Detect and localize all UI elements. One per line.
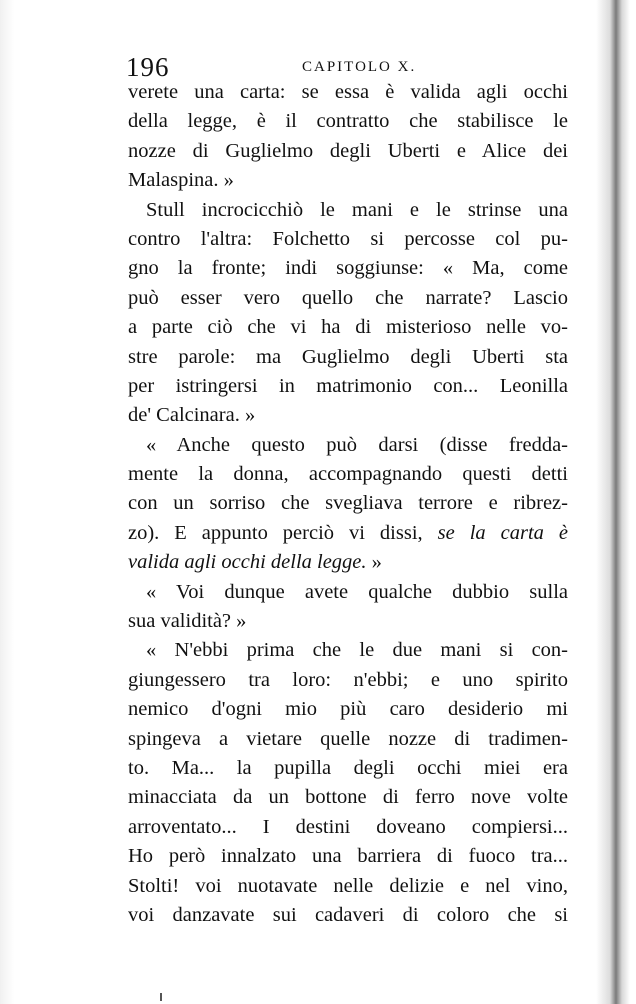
text-line: della legge, è il contratto che stabilisce le (128, 110, 568, 133)
text-line: Malaspina. » (128, 169, 234, 192)
text-line: Stolti! voi nuotavate nelle delizie e nel vino, (128, 874, 568, 897)
text-line (128, 519, 568, 548)
text-line: spingeva a vietare quelle nozze di tradimen- (128, 727, 568, 750)
text-line (128, 548, 568, 577)
text-line: nemico d'ogni mio più caro desiderio mi (128, 698, 568, 721)
italic-text-segment: valida agli occhi della legge. (128, 551, 367, 574)
text-line: « Voi dunque avete qualche dubbio sulla (146, 580, 568, 603)
text-line: nozze di Guglielmo degli Uberti e Alice dei (128, 139, 568, 162)
page-number: 196 (126, 52, 170, 82)
text-line: stre parole: ma Guglielmo degli Uberti sta (128, 345, 568, 368)
text-line: arroventato... I destini doveano compiersi... (128, 815, 568, 838)
text-line: può esser vero quello che narrate? Lascio (128, 286, 568, 309)
text-line: a parte ciò che vi ha di misterioso nelle vo- (128, 316, 568, 339)
chapter-title: CAPITOLO X. (302, 59, 417, 75)
text-line: Stull incrocicchiò le mani e le strinse una (146, 198, 568, 221)
text-segment: » (366, 551, 382, 574)
body-text (128, 78, 568, 930)
text-line: to. Ma... la pupilla degli occhi miei era (128, 756, 568, 779)
ink-mark (160, 993, 162, 1001)
text-line: per istringersi in matrimonio con... Leonilla (128, 374, 568, 397)
text-line: sua validità? » (128, 610, 247, 633)
text-line: de' Calcinara. » (128, 404, 256, 427)
text-line: voi danzavate sui cadaveri di coloro che si (128, 903, 568, 926)
italic-text-segment: se la carta è (437, 521, 568, 544)
text-line: verete una carta: se essa è valida agli occhi (128, 81, 568, 103)
text-line: « N'ebbi prima che le due mani si con- (146, 639, 568, 662)
text-line: mente la donna, accompagnando questi detti (128, 463, 568, 486)
text-line: minacciata da un bottone di ferro nove volte (128, 786, 568, 809)
text-segment: zo). E appunto perciò vi dissi, (128, 521, 438, 544)
text-line: gno la fronte; indi soggiunse: « Ma, come (128, 257, 568, 280)
text-line: con un sorriso che svegliava terrore e ribrez- (128, 492, 568, 515)
text-line: giungessero tra loro: n'ebbi; e uno spirito (128, 668, 568, 691)
text-line: contro l'altra: Folchetto si percosse col pu- (128, 227, 568, 250)
text-line: « Anche questo può darsi (disse fredda- (146, 433, 568, 456)
text-line: Ho però innalzato una barriera di fuoco tra... (128, 845, 568, 868)
